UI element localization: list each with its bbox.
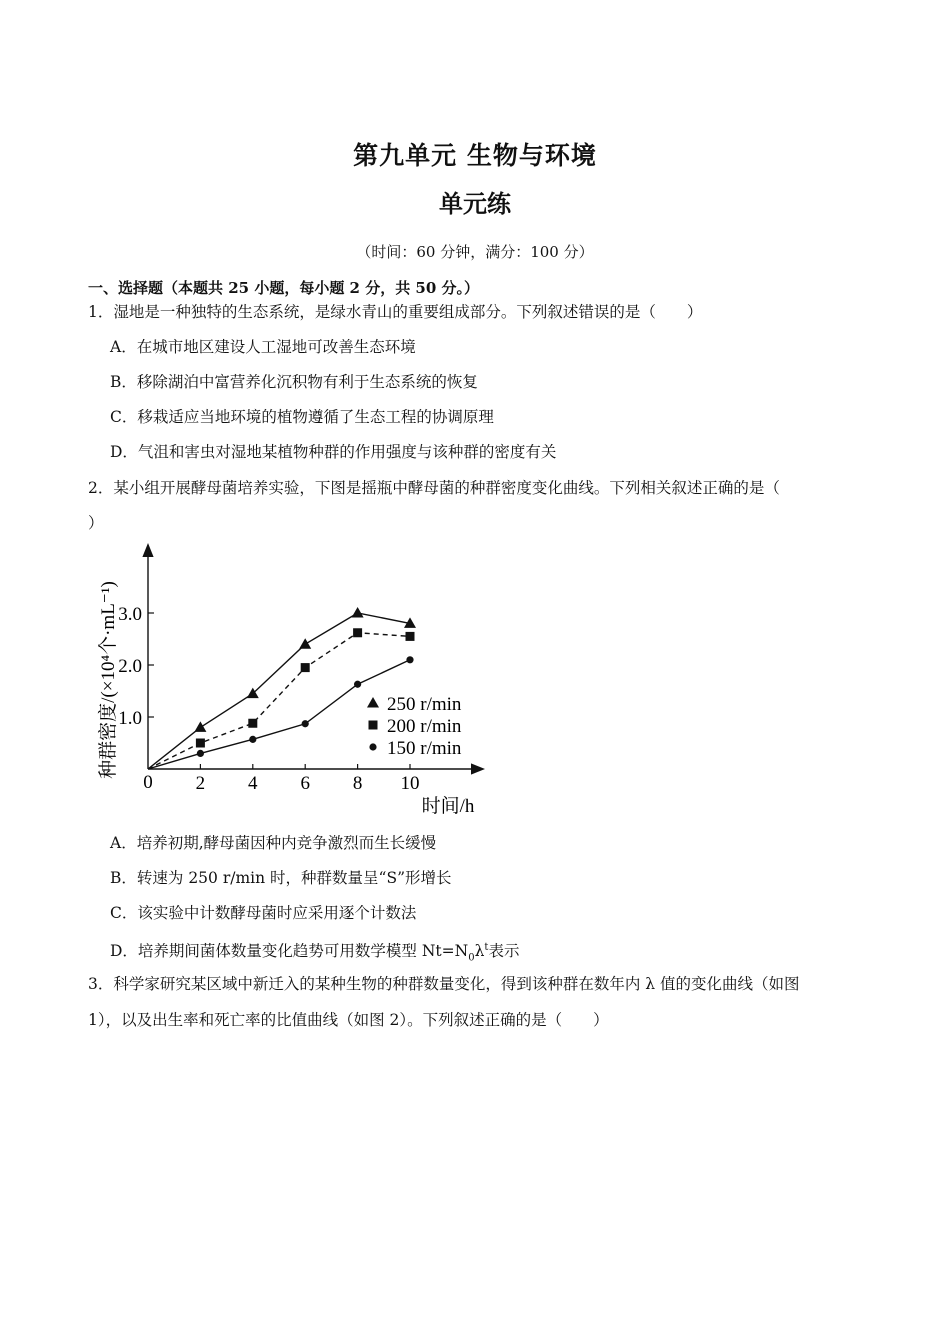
data-point — [302, 720, 309, 727]
data-point — [406, 632, 415, 641]
option-d-suffix: 表示 — [488, 942, 520, 961]
data-point — [301, 663, 310, 672]
question-2-stem-end: ） — [88, 514, 104, 532]
data-point — [194, 721, 206, 732]
data-point — [248, 719, 257, 728]
question-2-option-d — [110, 937, 519, 969]
data-point — [196, 739, 205, 748]
data-point — [353, 628, 362, 637]
question-2-option-b: B．转速为 250 r/min 时，种群数量呈“S”形增长 — [110, 869, 452, 887]
population-density-chart — [88, 540, 498, 820]
data-point — [197, 750, 204, 757]
question-3-stem: 3．科学家研究某区域中新迁入的某种生物的种群数量变化，得到该种群在数年内 λ 值的变化曲线（如图 — [88, 975, 800, 993]
data-point — [249, 736, 256, 743]
legend-marker — [367, 697, 379, 708]
question-1-option-b: B．移除湖泊中富营养化沉积物有利于生态系统的恢复 — [110, 373, 478, 391]
y-axis-label: 种群密度/(×10⁴个·mL⁻¹) — [98, 581, 119, 779]
x-tick-label: 6 — [300, 773, 310, 794]
question-1-option-d: D．气沮和害虫对湿地某植物种群的作用强度与该种群的密度有关 — [110, 443, 557, 461]
legend-marker — [369, 721, 378, 730]
legend-label: 250 r/min — [387, 694, 462, 715]
x-tick-label: 4 — [248, 773, 258, 794]
legend-label: 150 r/min — [387, 738, 462, 759]
page-title: 第九单元 生物与环境 — [353, 141, 597, 170]
series-line-2 — [148, 660, 410, 769]
x-tick-label: 10 — [400, 773, 420, 794]
y-tick-label: 2.0 — [118, 656, 142, 677]
data-point — [299, 638, 311, 649]
legend-marker — [369, 743, 376, 750]
origin-label: 0 — [143, 772, 153, 793]
exam-meta: （时间：60 分钟，满分：100 分） — [356, 243, 594, 261]
question-1-option-a: A．在城市地区建设人工湿地可改善生态环境 — [110, 338, 416, 356]
data-point — [352, 607, 364, 618]
question-2-stem: 2．某小组开展酵母菌培养实验，下图是摇瓶中酵母菌的种群密度变化曲线。下列相关叙述正确的是（ — [88, 479, 780, 497]
page-subtitle: 单元练 — [439, 189, 511, 218]
legend-label: 200 r/min — [387, 716, 462, 737]
y-tick-label: 3.0 — [118, 604, 142, 625]
question-3-stem-end: 1），以及出生率和死亡率的比值曲线（如图 2）。下列叙述正确的是（ ） — [88, 1011, 609, 1029]
x-tick-label: 8 — [352, 773, 363, 794]
question-2-option-a: A．培养初期,酵母菌因种内竞争激烈而生长缓慢 — [110, 834, 437, 852]
option-d-superscript: t — [484, 942, 489, 953]
section-heading: 一、选择题（本题共 25 小题，每小题 2 分，共 50 分。） — [88, 279, 480, 297]
y-tick-label: 1.0 — [118, 708, 142, 729]
question-1-option-c: C．移栽适应当地环境的植物遵循了生态工程的协调原理 — [110, 408, 494, 426]
option-d-subscript: 0 — [468, 952, 475, 964]
x-tick-label: 2 — [195, 773, 206, 794]
question-1-stem: 1．湿地是一种独特的生态系统，是绿水青山的重要组成部分。下列叙述错误的是（ ） — [88, 303, 703, 321]
data-point — [354, 681, 361, 688]
question-2-option-c: C．该实验中计数酵母菌时应采用逐个计数法 — [110, 904, 417, 922]
option-d-prefix: D．培养期间菌体数量变化趋势可用数学模型 Nt=N — [110, 942, 469, 961]
x-axis-label: 时间/h — [421, 796, 475, 817]
option-d-lambda: λ — [474, 942, 485, 961]
data-point — [406, 656, 413, 663]
